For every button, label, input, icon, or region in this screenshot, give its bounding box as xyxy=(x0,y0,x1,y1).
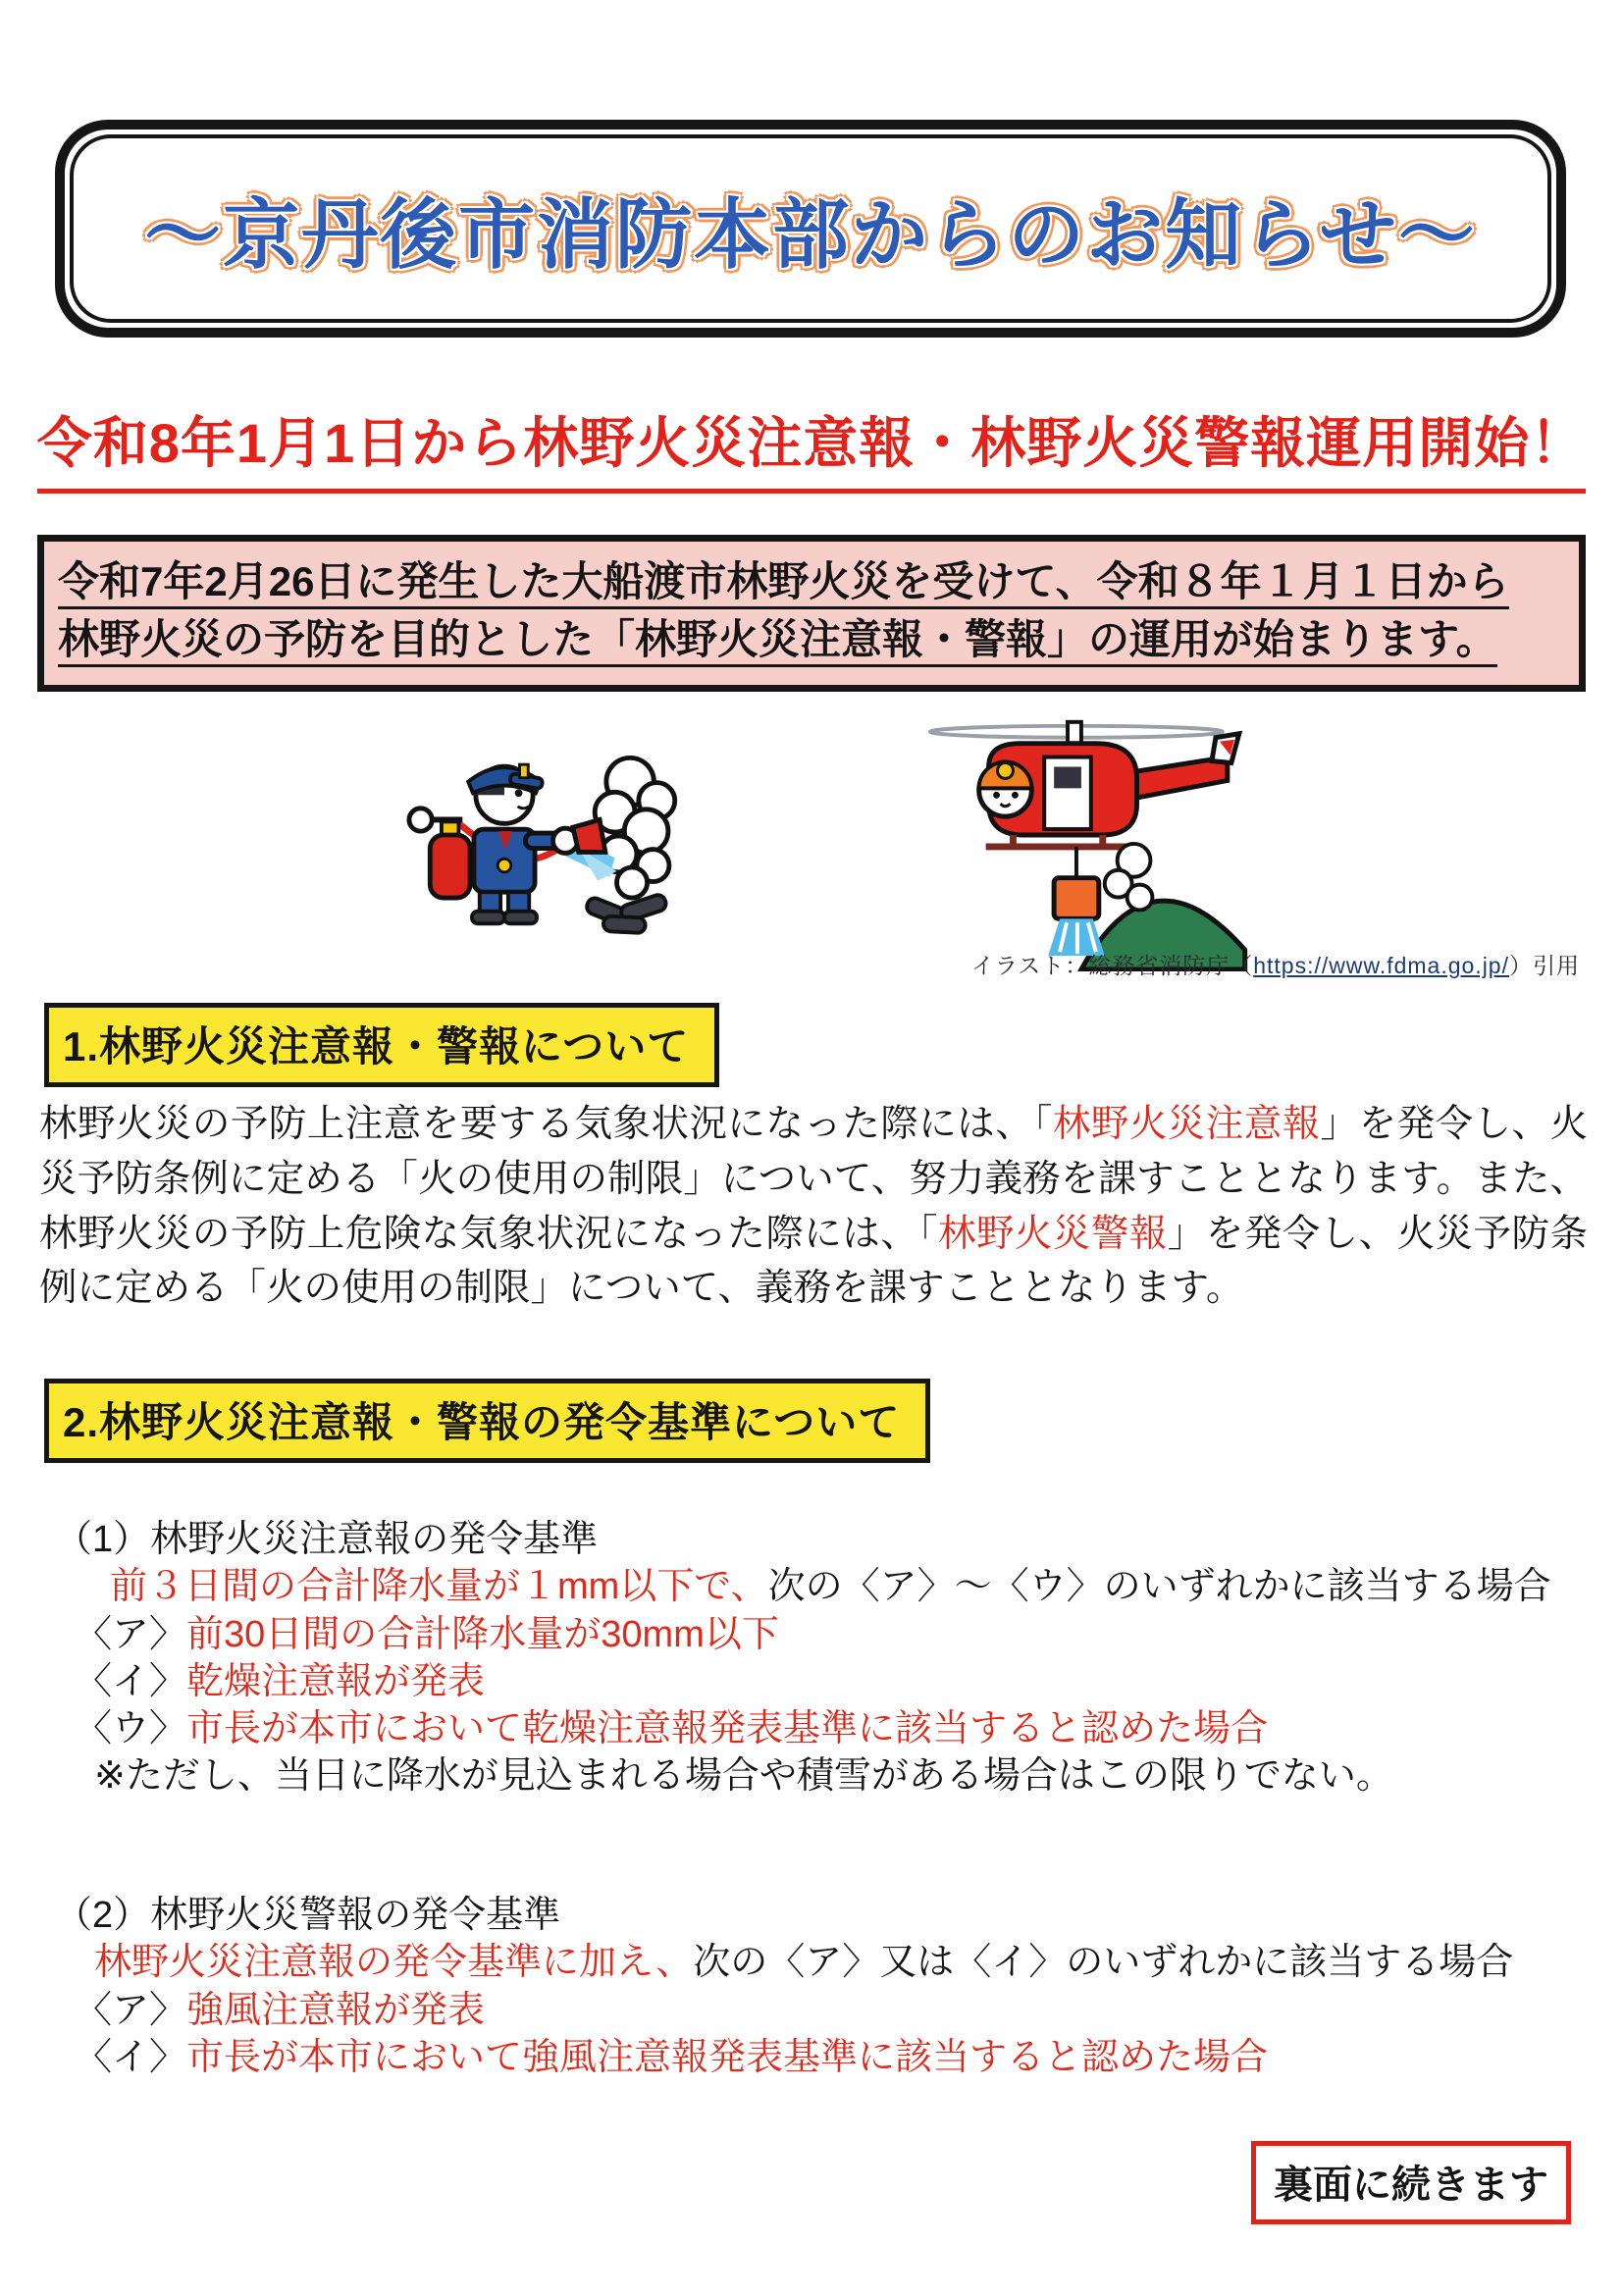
criteria1-item-u: 〈ウ〉市長が本市において乾燥注意報発表基準に該当すると認めた場合 xyxy=(75,1708,1269,1749)
firefighter-extinguisher-illustration xyxy=(375,731,699,971)
intro-box xyxy=(37,535,1586,692)
criteria1-item-a: 〈ア〉前30日間の合計降水量が30mm以下 xyxy=(75,1613,779,1655)
criteria1-condition: 前３日間の合計降水量が１mm以下で、次の〈ア〉～〈ウ〉のいずれかに該当する場合 xyxy=(110,1566,1551,1608)
fdma-url-link[interactable]: https://www.fdma.go.jp/ xyxy=(1253,953,1509,978)
header-banner xyxy=(55,120,1566,338)
criteria1-item-i: 〈イ〉乾燥注意報が発表 xyxy=(75,1660,486,1702)
intro-line-2: 林野火災の予防を目的とした「林野火災注意報・警報」の運用が始まります。 xyxy=(58,611,1561,669)
illustration-credit xyxy=(971,948,1580,980)
main-headline xyxy=(0,400,1623,494)
term-ringyakasai-chuiho: 林野火災注意報 xyxy=(1052,1103,1321,1145)
section1-body: 林野火災の予防上注意を要する気象状況になった際には、「林野火災注意報」を発令し、火災予防条例に定める「火の使用の制限」について、努力義務を課すこととなります。また、林野火災の予防上危険な気象状況になった際には、「林野火災警報」を発令し、火災予防条例に定める「火の使用の制限」について、義務を課すこととなります。 xyxy=(39,1103,1588,1310)
section2-heading: 2.林野火災注意報・警報の発令基準について xyxy=(44,1379,930,1463)
criteria-keiho-block xyxy=(55,1892,1586,2081)
illustrations-row xyxy=(0,699,1623,971)
criteria2-label: （2）林野火災警報の発令基準 xyxy=(55,1895,561,1936)
section1-heading: 1.林野火災注意報・警報について xyxy=(44,1003,719,1087)
intro-line-1: 令和7年2月26日に発生した大船渡市林野火災を受けて、令和８年１月１日から xyxy=(58,553,1561,611)
credit-suffix: ）引用 xyxy=(1509,953,1580,978)
header-banner-inner xyxy=(70,134,1551,323)
page-title: ～京丹後市消防本部からのお知らせ～ xyxy=(144,191,1477,278)
main-headline-text: 令和8年1月1日から林野火災注意報・林野火災警報運用開始！ xyxy=(37,400,1586,494)
criteria2-condition: 林野火災注意報の発令基準に加え、次の〈ア〉又は〈イ〉のいずれかに該当する場合 xyxy=(94,1942,1514,1984)
criteria-chuiho-block xyxy=(55,1516,1586,1800)
term-ringyakasai-keiho: 林野火災警報 xyxy=(937,1212,1168,1255)
criteria2-item-a: 〈ア〉強風注意報が発表 xyxy=(75,1989,486,2031)
continued-on-back-note: 裏面に続きます xyxy=(1251,2141,1571,2224)
criteria1-label: （1）林野火災注意報の発令基準 xyxy=(55,1519,599,1560)
criteria2-item-i: 〈イ〉市長が本市において強風注意報発表基準に該当すると認めた場合 xyxy=(75,2036,1269,2078)
criteria1-note: ※ただし、当日に降水が見込まれる場合や積雪がある場合はこの限りでない。 xyxy=(94,1755,1393,1798)
helicopter-water-drop-illustration xyxy=(895,699,1248,971)
credit-prefix: イラスト：総務省消防庁（ xyxy=(970,953,1254,978)
